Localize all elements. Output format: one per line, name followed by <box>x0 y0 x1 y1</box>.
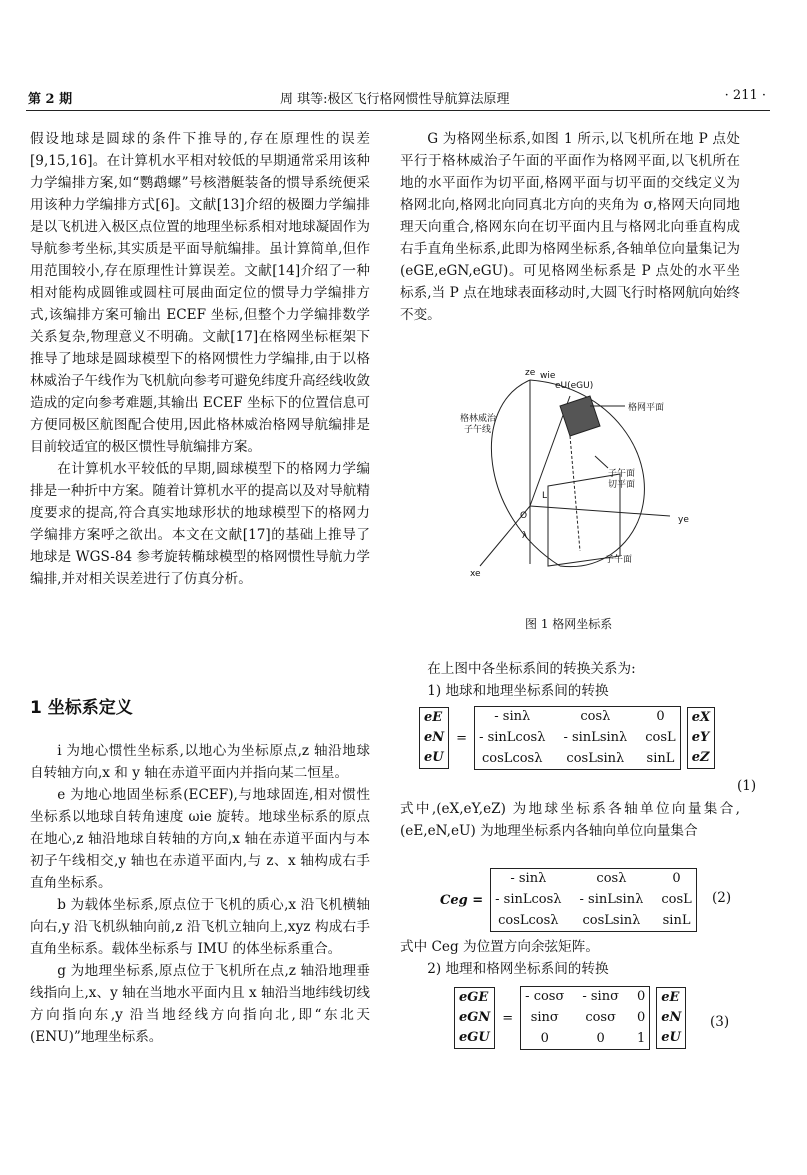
left-column-top <box>30 128 370 590</box>
running-title: 周 琪等:极区飞行格网惯性导航算法原理 <box>280 92 510 107</box>
paragraph: G 为格网坐标系,如图 1 所示,以飞机所在地 P 点处平行于格林威治子午面的平面作为格网平面,以飞机所在地的水平面作为切平面,格网平面与切平面的交线定义为格网北向,格网北向同真北方向的夹角为 σ,格网天向同地理天向重合,格网东向在切平面内且与格网北向垂直构成右手直角坐标系,此即为格网坐标系,各轴单位向量集记为(eGE,eGN,eGU)。可见格网坐标系是 P 点处的水平坐标系,当 P 点在地球表面移动时,大圆飞行时格网航向始终不变。 <box>400 131 740 323</box>
projection-line <box>570 436 580 551</box>
list-item: 1) 地球和地理坐标系间的转换 <box>427 683 609 699</box>
right-column-text-2 <box>400 936 740 980</box>
paragraph: g 为地理坐标系,原点位于飞机所在点,z 轴沿地理垂线指向上,x、y 轴在当地水平面内且 x 轴沿当地纬线切线方向指向东,y 沿当地经线方向指向北,即“东北天(ENU)”地理坐标系。 <box>30 963 370 1045</box>
matrix: - cosσ - sinσ 0 sinσ cosσ 0 0 0 1 <box>521 986 649 1050</box>
page-number: · 211 · <box>724 88 766 103</box>
equation-number: (2) <box>712 890 732 906</box>
right-column-top <box>400 128 740 326</box>
equation-2 <box>440 868 696 932</box>
ye-axis <box>530 506 670 516</box>
leader-cut-plane <box>595 456 608 468</box>
issue-number: 第 2 期 <box>28 92 73 107</box>
paragraph: 式中,(eX,eY,eZ) 为地球坐标系各轴单位向量集合,(eE,eN,eU) 为地理坐标系内各轴向单位向量集合 <box>400 801 740 839</box>
equation-number: (3) <box>710 1014 730 1030</box>
equation-number: (1) <box>737 778 757 794</box>
list-item: 2) 地理和格网坐标系间的转换 <box>427 961 609 977</box>
matrix: - sinλ cosλ 0 - sinLcosλ - sinLsinλ cosL cosLcosλ cosLsinλ sinL <box>475 706 680 770</box>
paragraph: i 为地心惯性坐标系,以地心为坐标原点,z 轴沿地球自转轴方向,x 和 y 轴在赤道平面内并指向某二恒星。 <box>30 743 370 781</box>
grid-plane-label: 格网平面 <box>628 403 665 413</box>
meridian-plane-label: 子午面 <box>605 555 633 565</box>
lhs-vector: eGE eGN eGU <box>455 987 494 1049</box>
greenwich-label: 格林威治 <box>460 414 497 424</box>
origin-label: O <box>520 511 528 521</box>
figure-caption: 图 1 格网坐标系 <box>525 617 613 631</box>
matrix: - sinλ cosλ 0 - sinLcosλ - sinLsinλ cosL cosLcosλ cosLsinλ sinL <box>491 868 696 932</box>
latitude-label: L <box>542 491 548 501</box>
rhs-vector: eX eY eZ <box>688 707 714 769</box>
wie-label: wie <box>540 371 556 381</box>
cut-label-1: 子午面 <box>608 469 636 479</box>
running-header <box>28 88 766 108</box>
rhs-vector: eE eN eU <box>657 987 685 1049</box>
paragraph: e 为地心地固坐标系(ECEF),与地球固连,相对惯性坐标系以地球自转角速度 ωie 旋转。地球坐标系的原点在地心,z 轴沿地球自转轴的方向,x 轴在赤道平面内与本初子午线相交,y 轴也在赤道平面内,与 z、x 轴构成右手直角坐标系。 <box>30 787 370 891</box>
matrix-name: Ceg = <box>440 892 484 908</box>
equation-1: eE eN eU = - sinλ cosλ 0 - sinLcosλ - sinLsinλ cosL cosLcosλ cosLsinλ sinL eX eY eZ <box>420 706 714 770</box>
paragraph: b 为载体坐标系,原点位于飞机的质心,x 沿飞机横轴向右,y 沿飞机纵轴向前,z 沿飞机立轴向上,xyz 构成右手直角坐标系。载体坐标系与 IMU 的体坐标系重合。 <box>30 897 370 957</box>
lhs-vector: eE eN eU <box>420 707 448 769</box>
longitude-label: λ <box>522 531 528 541</box>
right-column-eqs <box>400 658 740 702</box>
paragraph: 在上图中各坐标系间的转换关系为: <box>427 661 636 677</box>
paragraph: 式中 Ceg 为位置方向余弦矩阵。 <box>400 939 599 955</box>
ye-label: ye <box>678 515 689 525</box>
xe-label: xe <box>470 569 481 579</box>
left-column-bottom <box>30 740 370 1048</box>
paragraph: 在计算机水平较低的早期,圆球模型下的格网力学编排是一种折中方案。随着计算机水平的提高以及对导航精度要求的提高,符合真实地球形状的地球模型下的格网力学编排方案呼之欲出。本文在文献[17]的基础上推导了地球是 WGS-84 参考旋转椭球模型的格网惯性导航力学编排,并对相关误差进行了仿真分析。 <box>30 461 370 587</box>
ze-label: ze <box>525 368 536 378</box>
eu-label: eU(eGU) <box>555 381 594 391</box>
header-rule <box>26 110 770 111</box>
meridian-line-label: 子午线 <box>464 425 492 435</box>
grid-coordinate-figure <box>430 366 692 586</box>
paragraph: 假设地球是圆球的条件下推导的,存在原理性的误差[9,15,16]。在计算机水平相对较低的早期通常采用该种力学编排方案,如“鹦鹉螺”号核潜艇装备的惯导系统便采用该种力学编排方式[6]。文献[13]介绍的极圈力学编排是以飞机进入极区点位置的地理坐标系相对地球凝固作为导航参考坐标,其实质是平面导航编排。虽计算简单,但作用范围较小,存在原理性计算误差。文献[14]介绍了一种相对能构成圆锥或圆柱可展曲面定位的惯导力学编排方式,该编排方案可输出 ECEF 坐标,但整个力学编排数学关系复杂,物理意义不明确。文献[17]在格网坐标框架下推导了地球是圆球模型下的格网惯性力学编排,由于以格林威治子午线作为飞机航向参考可避免纬度升高经线收敛造成的定向参考难题,其输出 ECEF 坐标下的位置信息可方便同极区航图配合使用,因此格林威治格网导航编排是目前较适宜的极区惯性导航编排方案。 <box>30 131 370 455</box>
cut-label-2: 切平面 <box>608 480 636 490</box>
right-column-text <box>400 798 740 842</box>
section-heading: 1 坐标系定义 <box>30 698 133 718</box>
equation-3: eGE eGN eGU = - cosσ - sinσ 0 sinσ cosσ 0 0 0 1 eE eN eU <box>455 986 685 1050</box>
